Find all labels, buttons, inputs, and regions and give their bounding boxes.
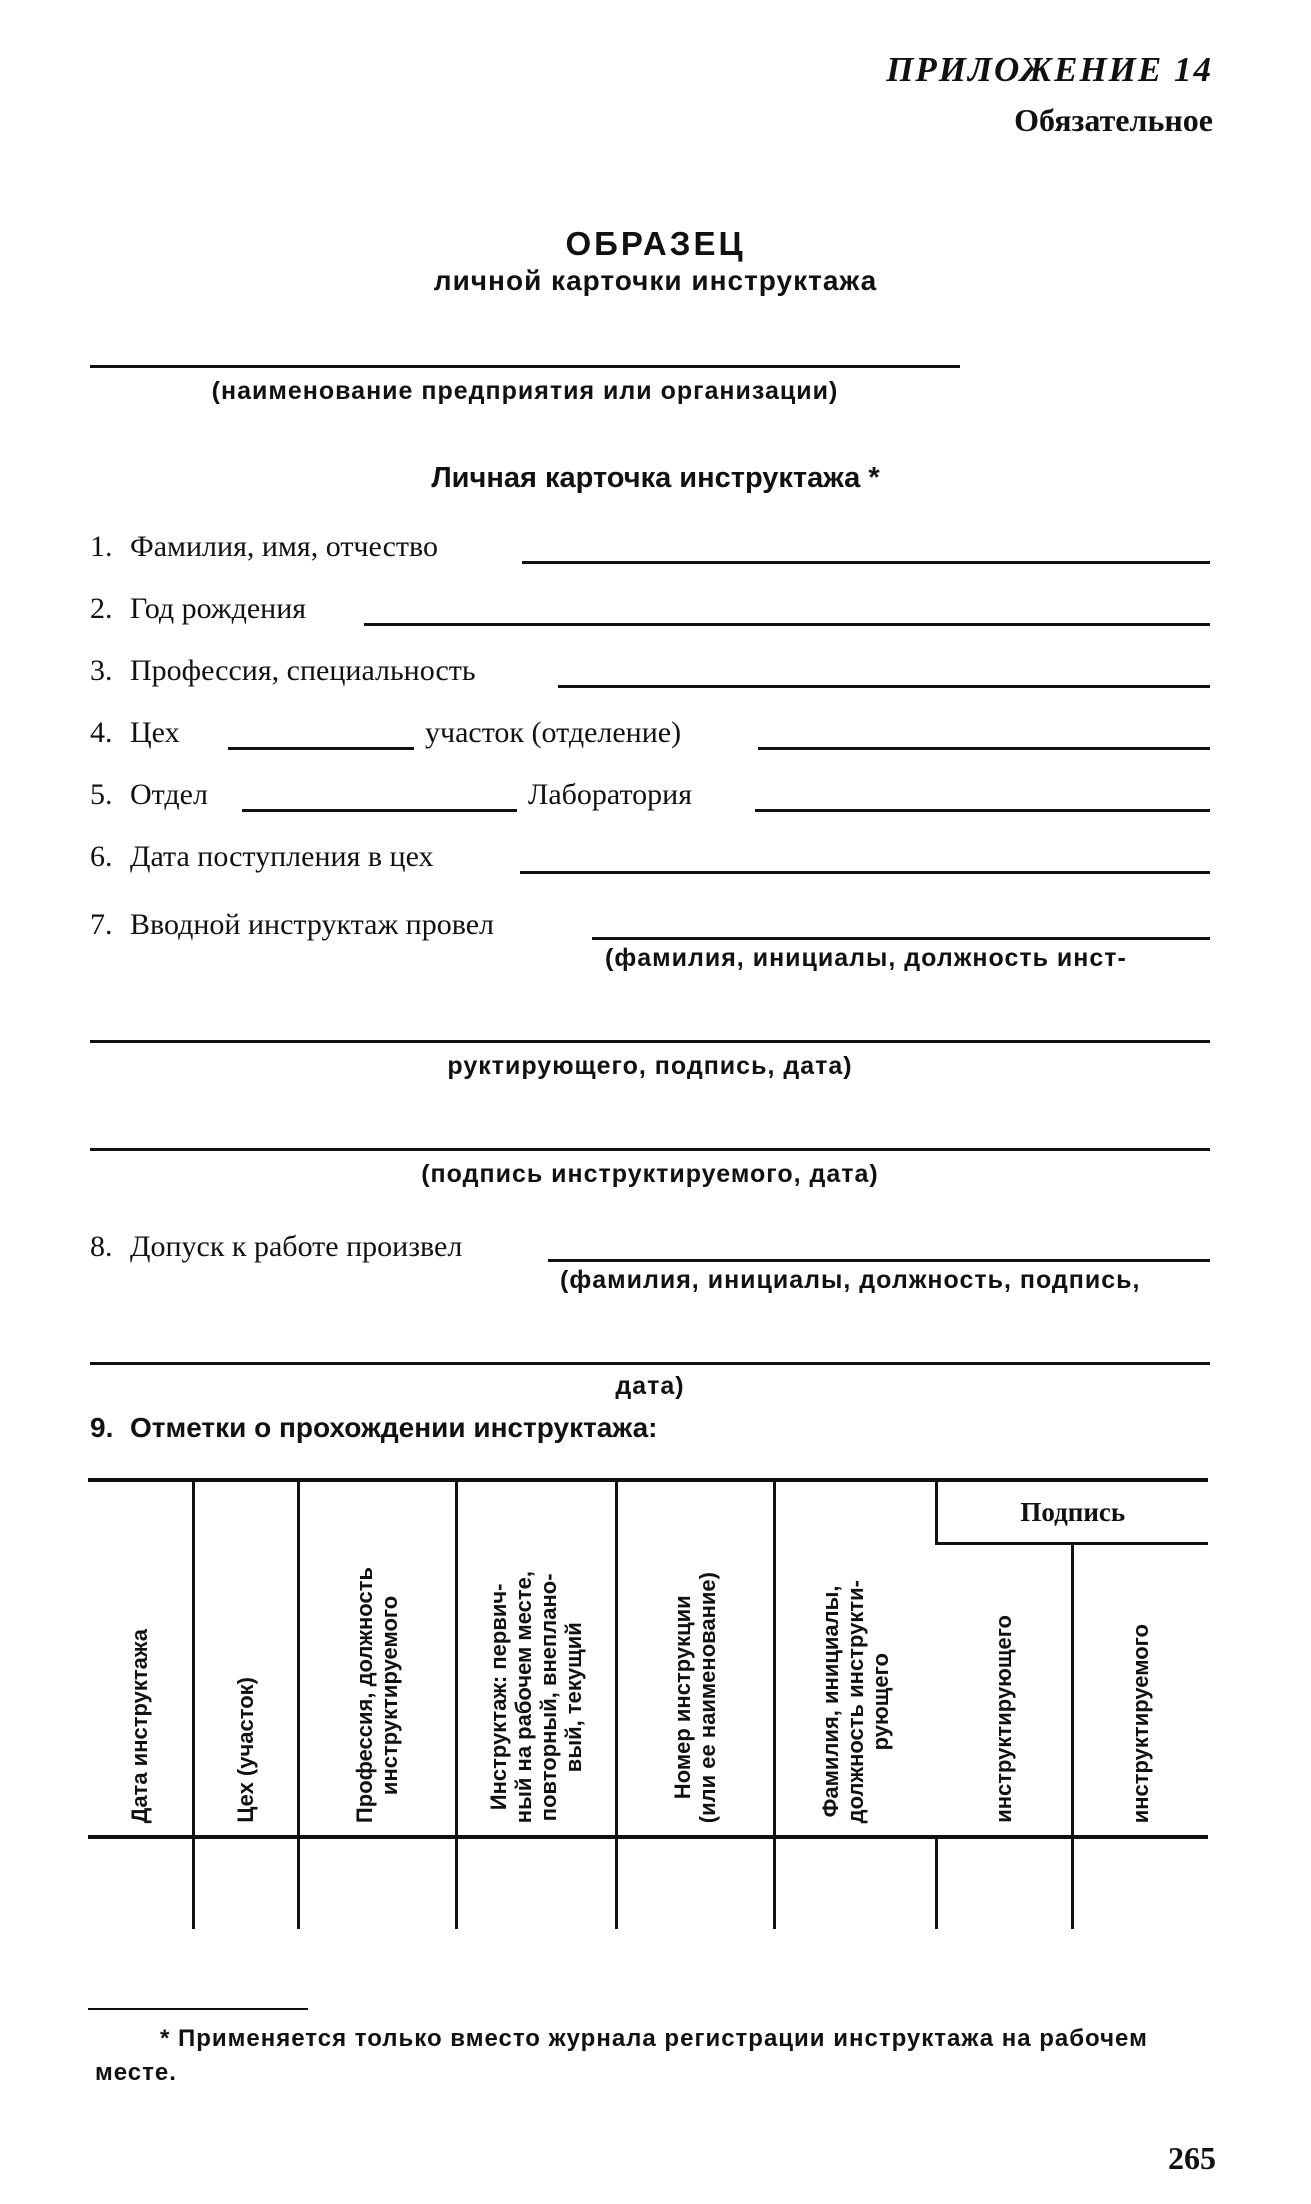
table-cell	[193, 1837, 298, 1929]
laboratory-line	[755, 809, 1210, 812]
field-number: 5.	[90, 778, 113, 811]
field-instruction-marks	[90, 1412, 657, 1444]
field-number: 4.	[90, 716, 113, 749]
entry-date-line	[520, 871, 1210, 874]
field-induction	[90, 908, 494, 942]
trainee-signature-line	[90, 1148, 1210, 1151]
field-label-department: Отдел	[130, 778, 208, 811]
table-row	[88, 1837, 1208, 1929]
column-group-signature: Подпись	[936, 1480, 1208, 1544]
field-profession	[90, 654, 476, 688]
instruction-register-table	[88, 1478, 1208, 1929]
admission-caption-b: дата)	[615, 1372, 685, 1400]
table-cell	[1072, 1837, 1208, 1929]
page-number: 265	[1168, 2140, 1216, 2176]
section-line	[758, 747, 1210, 750]
field-label: Профессия, специальность	[130, 654, 476, 687]
field-department	[90, 778, 208, 812]
table-cell	[774, 1837, 936, 1929]
field-number: 9.	[90, 1412, 114, 1443]
table-cell	[456, 1837, 616, 1929]
induction-caption-b: руктирующего, подпись, дата)	[447, 1052, 853, 1080]
field-label: Фамилия, имя, отчество	[130, 530, 438, 563]
field-birth-year	[90, 592, 306, 626]
column-header-profession: Профессия, должность инструктируемого	[298, 1480, 456, 1837]
department-line	[242, 809, 517, 812]
full-name-line	[522, 561, 1210, 564]
column-header-workshop: Цех (участок)	[193, 1480, 298, 1837]
field-label: Дата поступления в цех	[130, 840, 434, 873]
field-number: 3.	[90, 654, 113, 687]
column-header-instructor-signature: инструктирующего	[990, 1615, 1016, 1823]
field-label: Допуск к работе произвел	[130, 1230, 463, 1263]
field-label: Вводной инструктаж провел	[130, 908, 495, 941]
organization-line	[90, 365, 960, 368]
document-title: ОБРАЗЕЦ	[565, 225, 746, 262]
column-header-trainee-signature: инструктируемого	[1072, 1544, 1208, 1838]
field-number: 8.	[90, 1230, 113, 1263]
field-label-laboratory: Лаборатория	[528, 778, 693, 811]
column-header-date: Дата инструктажа	[88, 1480, 193, 1837]
profession-line	[558, 685, 1210, 688]
admission-line	[548, 1259, 1210, 1262]
field-label-section: участок (отделение)	[425, 716, 682, 749]
field-label: Отметки о прохождении инструктажа:	[130, 1412, 658, 1443]
field-work-admission	[90, 1230, 462, 1264]
field-workshop	[90, 716, 180, 750]
field-entry-date	[90, 840, 434, 874]
trainee-signature-caption: (подпись инструктируемого, дата)	[421, 1160, 879, 1188]
footnote-divider	[88, 2008, 308, 2010]
table-cell	[616, 1837, 774, 1929]
field-number: 2.	[90, 592, 113, 625]
field-number: 7.	[90, 908, 113, 941]
field-label: Год рождения	[130, 592, 307, 625]
column-header-instruction-number: Номер инструкции (или ее наименование)	[616, 1480, 774, 1837]
induction-caption-a: (фамилия, инициалы, должность инст-	[605, 944, 1127, 972]
document-subtitle: личной карточки инструктажа	[433, 265, 878, 296]
table-cell	[298, 1837, 456, 1929]
induction-line-2	[90, 1040, 1210, 1043]
field-full-name	[90, 530, 438, 564]
workshop-line	[228, 747, 414, 750]
table-cell	[88, 1837, 193, 1929]
column-header-instructor: Фамилия, инициалы, должность инструкти- рующего	[774, 1480, 936, 1837]
annex-title: ПРИЛОЖЕНИЕ 14	[886, 50, 1213, 89]
footnote: * Применяется только вместо журнала регистрации инструктажа на рабочем месте.	[95, 2025, 1148, 2086]
birth-year-line	[364, 623, 1210, 626]
field-label-workshop: Цех	[130, 716, 180, 749]
annex-status: Обязательное	[1014, 102, 1213, 138]
table-cell	[936, 1837, 1072, 1929]
column-header-instruction-type: Инструктаж: первич- ный на рабочем месте, повторный, внеплано- вый, текущий	[456, 1480, 616, 1837]
field-number: 6.	[90, 840, 113, 873]
field-number: 1.	[90, 530, 113, 563]
card-title: Личная карточка инструктажа *	[431, 462, 880, 494]
admission-line-2	[90, 1362, 1210, 1365]
admission-caption-a: (фамилия, инициалы, должность, подпись,	[560, 1266, 1141, 1294]
induction-line	[592, 937, 1210, 940]
organization-caption: (наименование предприятия или организации)	[211, 377, 839, 405]
